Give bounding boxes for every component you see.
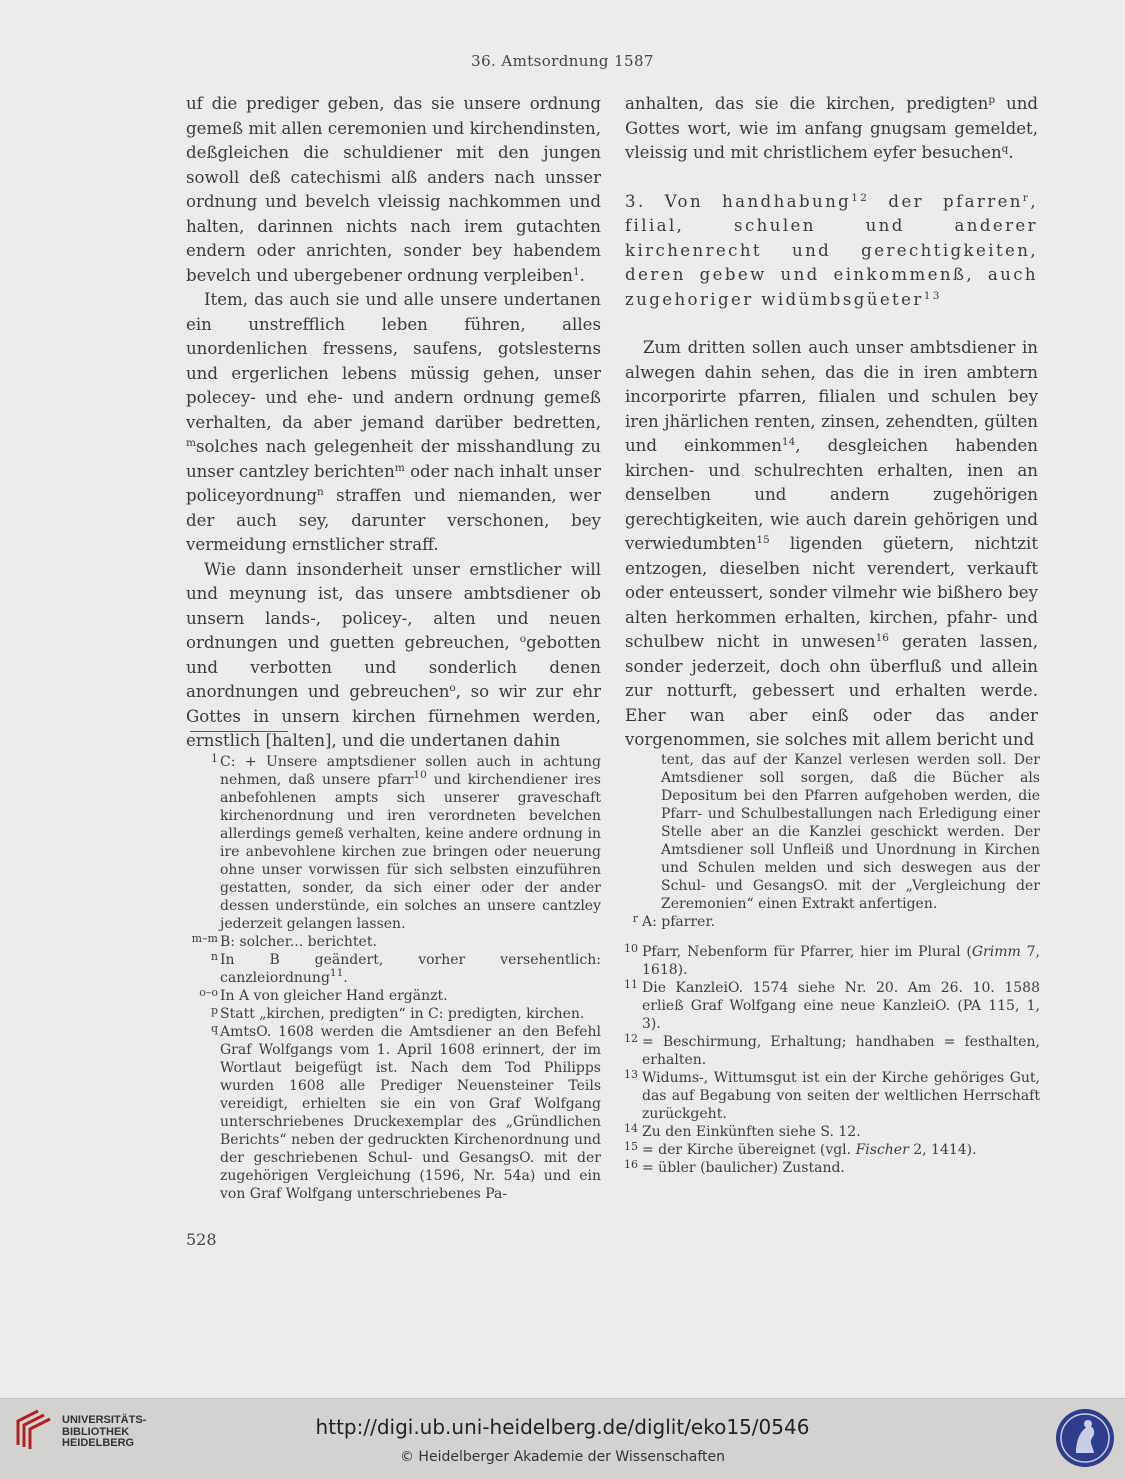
footnote-ref: m	[186, 437, 196, 449]
footnote-marker: p	[210, 1004, 218, 1017]
footnote-ref: 12	[851, 191, 870, 204]
academy-seal-icon	[1054, 1407, 1116, 1469]
footnote-entry: q AmtsO. 1608 werden die Amtsdiener an den Befehl Graf Wolfgangs vom 1. April 1608 erinnert, der im Wortlaut beigefügt ist. Nach dem Tod Philipps wurden 1608 alle Prediger Neuensteiner Teils vereidigt, erhielten sie ein von Graf Wolfgang unterschriebenes Druckexemplar des „Gründlichen Berichts“ neben der gedruckten Kirchenordnung und der geschriebenen Schul- und GesangsO. mit der zugehörigen Vergleichung (1596, Nr. 54a) und ein von Graf Wolfgang unterschriebenes Pa-	[186, 1023, 601, 1203]
footnote-ref: n	[316, 486, 324, 498]
footnote-entry: n In B geändert, vorher versehentlich: canzleiordnung$^{11}$.	[186, 951, 601, 987]
footnotes-right	[624, 751, 1040, 1177]
copyright-notice: © Heidelberger Akademie der Wissenschaften	[399, 1449, 725, 1465]
footer-bar	[0, 1398, 1125, 1479]
footnote-marker: 12	[624, 1032, 638, 1045]
footnote-ref: 16	[875, 632, 889, 644]
spacer	[625, 166, 1038, 190]
footnote-entry: p Statt „kirchen, predigten“ in C: predigten, kirchen.	[186, 1005, 601, 1023]
footnote-entry: r A: pfarrer.	[624, 913, 1040, 931]
right-column	[625, 92, 1038, 753]
footnote-entry: 13 Widums-, Wittumsgut ist ein der Kirche gehöriges Gut, das auf Begabung von seiten der weltlichen Herrschaft zurückgeht.	[624, 1068, 1040, 1122]
spacer	[624, 931, 1040, 943]
running-head: 36. Amtsordnung 1587	[471, 52, 654, 70]
permalink[interactable]: http://digi.ub.uni-heidelberg.de/diglit/eko15/0546	[315, 1415, 810, 1439]
footnote-marker: 14	[624, 1122, 638, 1135]
paragraph-2: Item, das auch sie und alle unsere undertanen ein unstrefflich leben führen, alles unordenlichen fressens, saufens, gotslesterns und ergerlichen lebens müssig gehen, unser polecey- und ehe- und andern ordnung gemeß verhalten, da aber jemand darüber bedretten, $^m$solches nach gelegenheit der misshandlung zu unser cantzley berichten$^m$ oder nach inhalt unser policeyordnung$^n$ straffen und niemanden, wer der auch sey, darunter verschonen, bey vermeidung ernstlicher straff.	[186, 290, 602, 554]
footnote-marker: 13	[624, 1068, 638, 1081]
footnote-list	[624, 913, 1040, 1177]
footnote-continuation: tent, das auf der Kanzel verlesen werden soll. Der Amtsdiener soll sorgen, daß die Bücher als Depositum bei den Pfarren aufgehoben werden, die Pfarr- und Schulbestallungen nach Erledigung einer Stelle aber an die Kanzlei geschickt werden. Der Amtsdiener soll Unfleiß und Unordnung in Kirchen und Schulen melden und sich deswegen aus der Schul- und GesangsO. mit der „Vergleichung der Zeremonien“ einen Extrakt anfertigen.	[661, 752, 1040, 912]
footnote-marker: 1	[211, 752, 218, 765]
footnote-ref: 14	[781, 436, 796, 448]
footnote-ref: o	[449, 682, 456, 694]
spacer	[625, 312, 1038, 336]
footnotes-left	[186, 753, 601, 1203]
footnote-entry: 10 Pfarr, Nebenform für Pfarrer, hier im Plural (Grimm 7, 1618).	[624, 942, 1040, 978]
footnote-rule	[190, 731, 288, 732]
page-number: 528	[186, 1230, 217, 1249]
footnote-marker: 15	[624, 1140, 638, 1153]
footnote-entry: 15 = der Kirche übereignet (vgl. Fischer 2, 1414).	[624, 1140, 977, 1158]
library-name: UNIVERSITÄTS- BIBLIOTHEK HEIDELBERG	[62, 1414, 147, 1449]
footnote-ref: p	[988, 94, 996, 106]
footnote-ref: 11	[329, 967, 344, 979]
footnote-marker: 10	[624, 942, 638, 955]
footnote-ref: q	[1001, 143, 1009, 155]
section-heading: 3. Von handhabung$^{12}$ der pfarren$^r$, filial, schulen und anderer kirchenrecht und gerechtigkeiten, deren gebew und einkommenß, auch zugehoriger widümbsgüeter$^{13}$	[625, 191, 1038, 309]
footnote-entry: 11 Die KanzleiO. 1574 siehe Nr. 20. Am 26. 10. 1588 erließ Graf Wolfgang eine neue KanzleiO. (PA 115, 1, 3).	[624, 978, 1040, 1032]
footnote-ref: 13	[923, 289, 942, 302]
footnote-ref: o	[519, 633, 527, 645]
footnote-entry: o–o In A von gleicher Hand ergänzt.	[186, 987, 601, 1005]
footnote-ref: m	[394, 461, 405, 474]
footnote-marker: n	[210, 950, 218, 963]
footnote-entry: 16 = übler (baulicher) Zustand.	[624, 1158, 845, 1176]
footnote-ref: 15	[756, 534, 770, 546]
footnote-marker: r	[632, 912, 638, 925]
footnote-ref: r	[1022, 191, 1031, 204]
footnote-ref: 10	[413, 769, 427, 781]
footnote-marker: q	[210, 1022, 218, 1035]
paragraph-section-3: Zum dritten sollen auch unser ambtsdiener in alwegen dahin sehen, das die in iren ambtern incorporirte pfarren, filialen und schulen bey iren jhärlichen renten, zinsen, zehendten, gülten und einkommen$^{14}$, desgleichen habenden kirchen- und schulrechten erhalten, inen an denselben und andern zugehörigen gerechtigkeiten, wie auch darein gehörigen und verwiedumbten$^{15}$ ligenden güetern, nichtzit entzogen, dieselben nicht verendert, verkauft oder enteussert, sonder vilmehr wie bißhero bey alten herkommen erhalten, kirchen, pfahr- und schulbew nicht in unwesen$^{16}$ geraten lassen, sonder jederzeit, doch ohn überfluß und allein zur notturft, gebessert und erhalten werde. Eher wan aber einß oder das ander vorgenommen, sie solches mit allem bericht und	[625, 338, 1038, 749]
footnote-entry: 12 = Beschirmung, Erhaltung; handhaben = festhalten, erhalten.	[624, 1032, 1040, 1068]
footnote-entry: 1 C: + Unsere amptsdiener sollen auch in achtung nehmen, daß unsere pfarr$^{10}$ und kirchendiener ires anbefohlenen ampts sich unserer graveschaft kirchenordnung und iren verordneten bevelchen allerdings gemeß verhalten, keine andere ordnung in ire anbevohlene kirchen zue bringen oder neuerung ohne unser vorwissen für sich selbsten einzuführen gestatten, sonder, da sich einer oder der ander dessen understünde, ein solches an unsere cantzley jederzeit gelangen lassen.	[186, 753, 601, 933]
paragraph-3: Wie dann insonderheit unser ernstlicher will und meynung ist, das unsere ambtsdiener ob unsern lands-, policey-, alten und neuen ordnungen und guetten gebreuchen, $^o$gebotten und verbotten und sonderlich denen anordnungen und gebreuchen$^o$, so wir zur ehr Gottes in unsern kirchen fürnehmen werden, ernstlich [halten], und die undertanen dahin	[186, 559, 601, 750]
footnote-marker: o–o	[199, 986, 218, 999]
footnote-marker: 11	[624, 978, 638, 991]
footnote-entry: m–m B: solcher... berichtet.	[186, 933, 601, 951]
paragraph-1: uf die prediger geben, das sie unsere ordnung gemeß mit allen ceremonien und kirchendinsten, deßgleichen die schuldiener mit den jungen sowoll deß catechismi alß anders nach unsser ordnung und bevelch vleissig nachkommen und halten, darinnen nichts nach irem gutachten endern oder anrichten, sonder bey habendem bevelch und ubergebener ordnung verpleiben$^1$.	[186, 94, 601, 285]
footnote-ref: 1	[572, 265, 580, 278]
left-column	[186, 92, 601, 754]
footnote-marker: m–m	[191, 932, 218, 945]
paragraph-continued: anhalten, das sie die kirchen, predigten$^p$ und Gottes wort, wie im anfang gnugsam gemeldet, vleissig und mit christlichem eyfer besuchen$^q$.	[625, 94, 1039, 162]
footnote-entry: 14 Zu den Einkünften siehe S. 12.	[624, 1122, 861, 1140]
footnote-marker: 16	[624, 1158, 638, 1171]
